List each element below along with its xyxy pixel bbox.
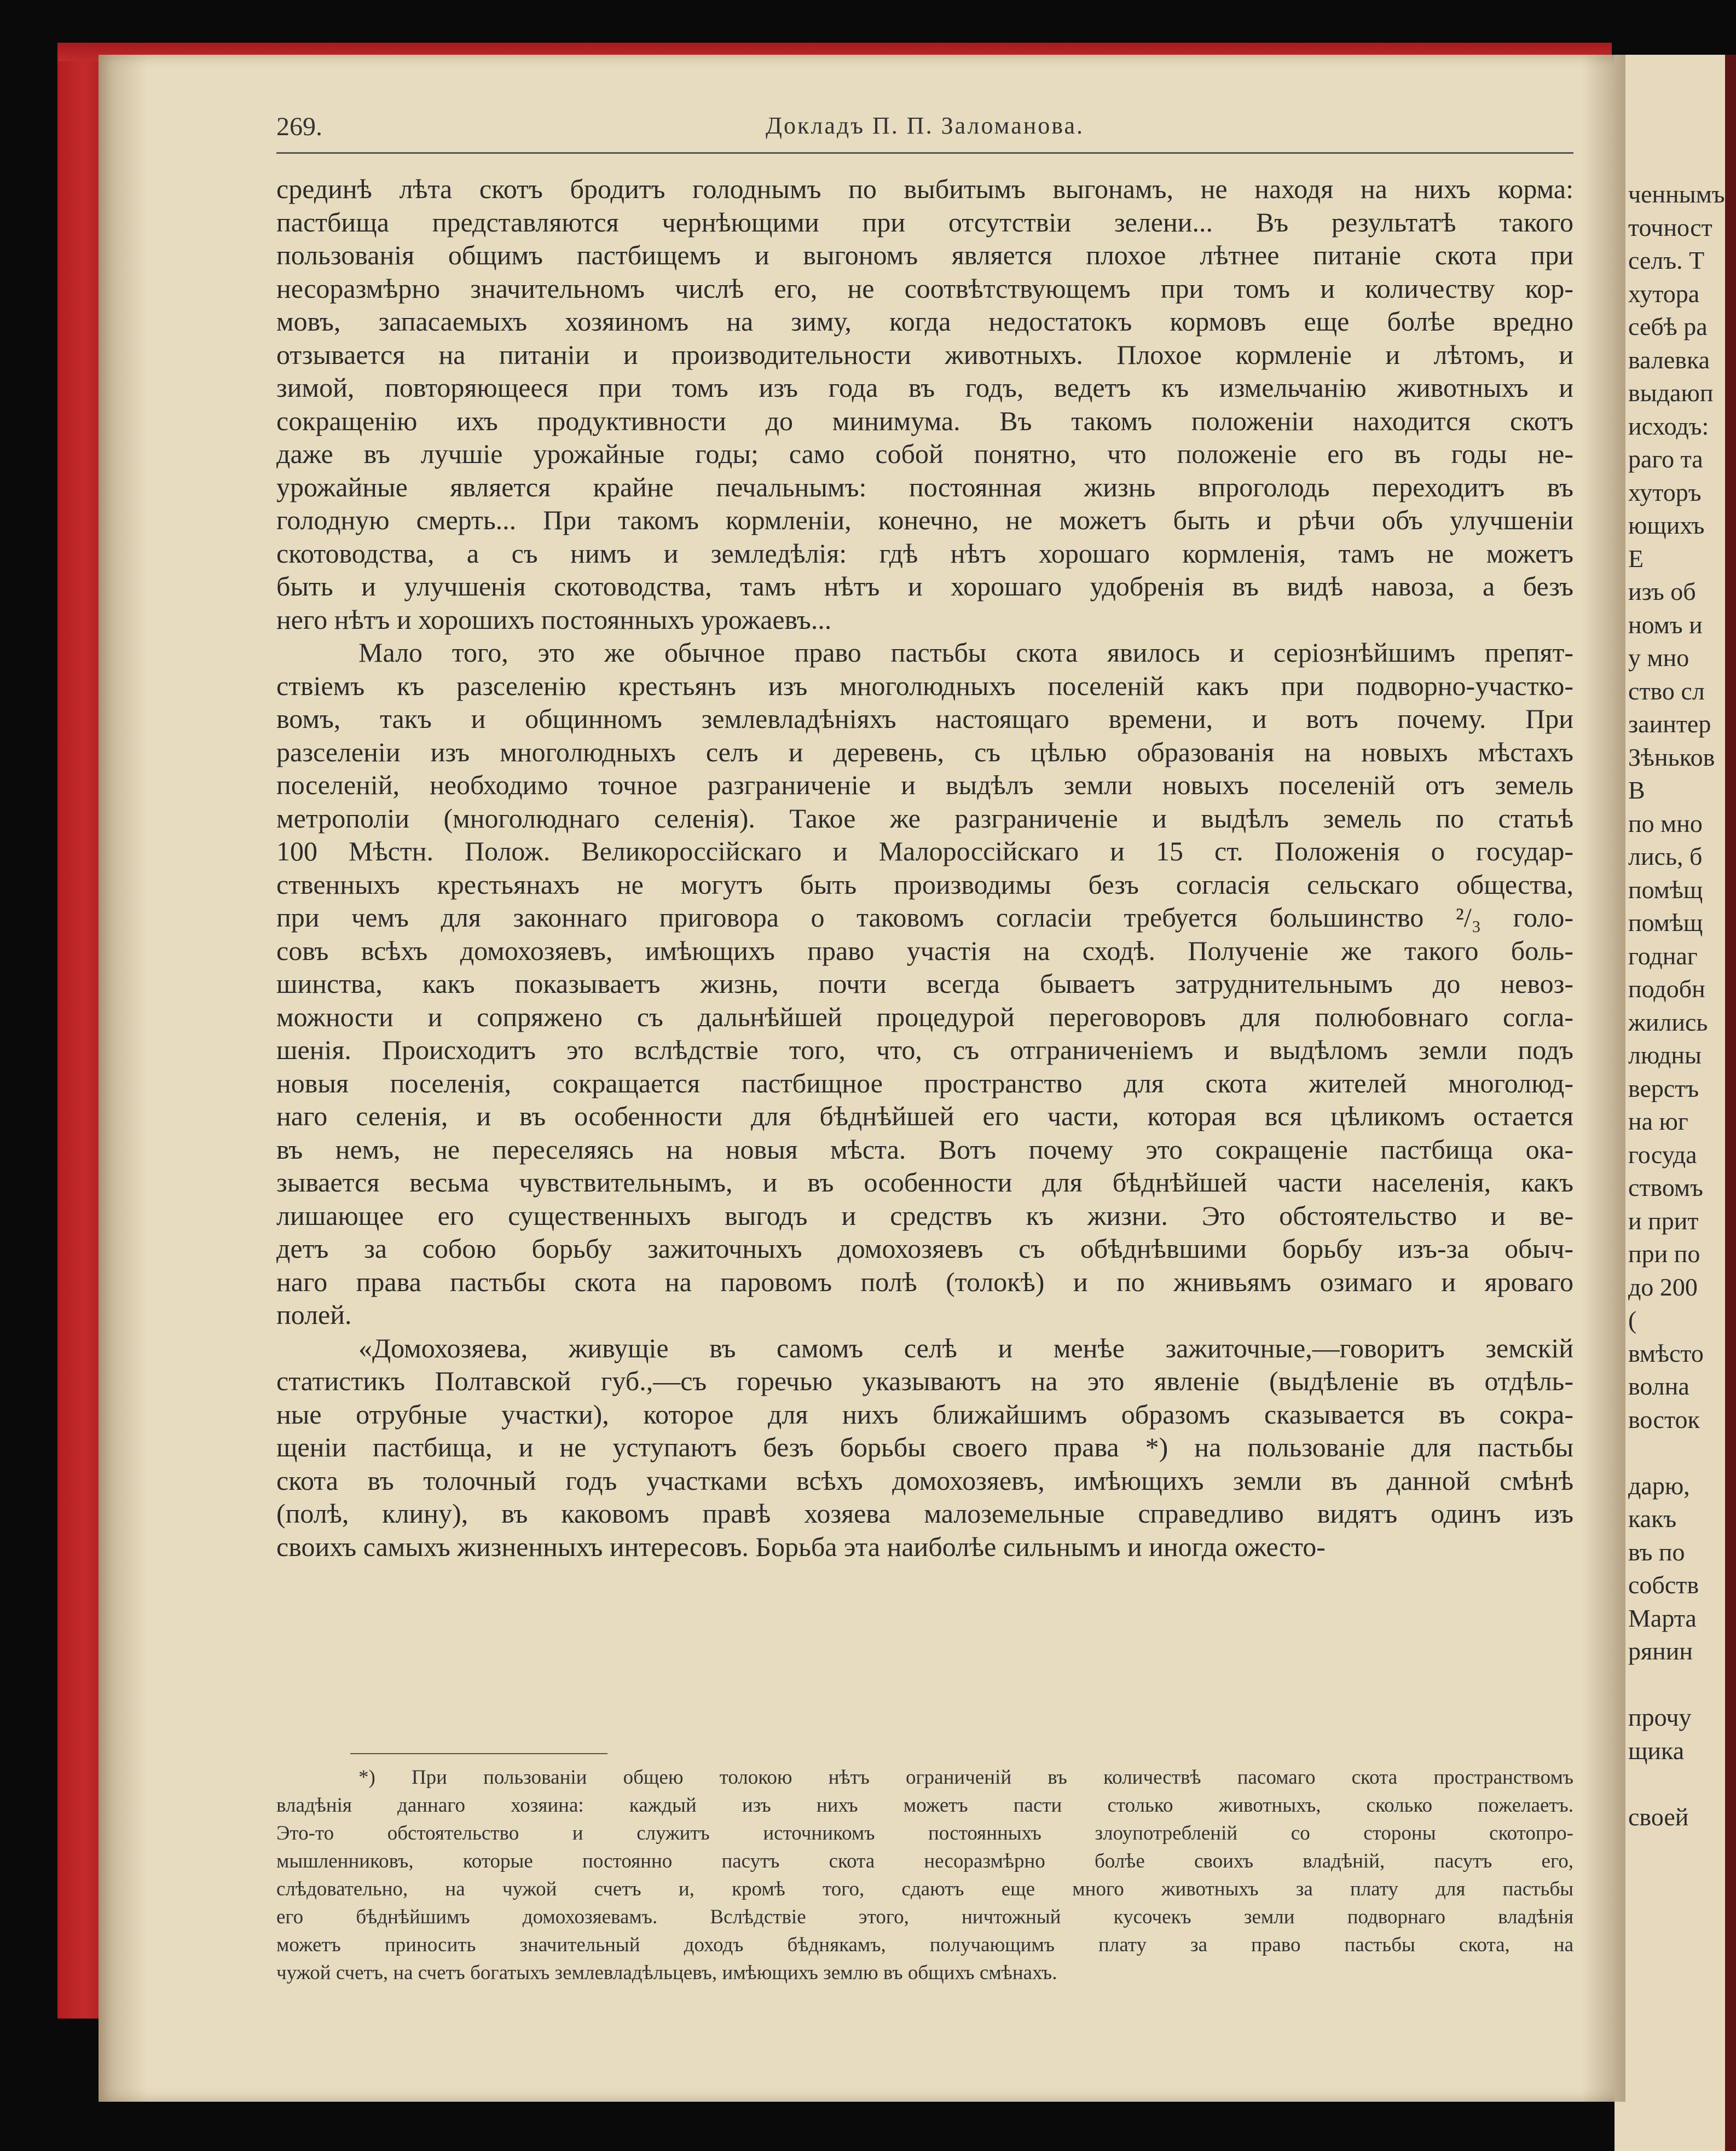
next-page-line: помѣщ	[1628, 909, 1703, 936]
body-line: мовъ, запасаемыхъ хозяиномъ на зиму, когда недостатокъ кормовъ еще болѣе вредно	[276, 306, 1573, 337]
next-page-line: валевка	[1628, 345, 1710, 374]
next-page-line: волна	[1628, 1372, 1689, 1400]
body-line: зимой, повторяющееся при томъ изъ года въ годъ, ведетъ къ измельчанію животныхъ и	[276, 372, 1573, 403]
next-page-line: селъ. Т	[1628, 246, 1705, 274]
body-line: наго селенія, и въ особенности для бѣднѣйшей его части, которая вся цѣликомъ остается	[276, 1101, 1573, 1131]
body-line: вомъ, такъ и общинномъ землевладѣніяхъ настоящаго времени, и вотъ почему. При	[276, 703, 1573, 734]
footnote-rule	[350, 1753, 607, 1754]
next-page-line: ющихъ	[1628, 511, 1705, 539]
next-page-line: лись, б	[1628, 842, 1703, 870]
next-page-line: и прит	[1628, 1206, 1699, 1235]
body-line: шенія. Происходитъ это вслѣдствіе того, что, съ отграниченіемъ и выдѣломъ земли подъ	[276, 1034, 1573, 1065]
next-page-line: дарю,	[1628, 1471, 1690, 1500]
body-line: быть и улучшенія скотоводства, тамъ нѣтъ и хорошаго удобренія въ видѣ навоза, а безъ	[276, 571, 1573, 602]
body-line: метрополіи (многолюднаго селенія). Такое же разграниченіе и выдѣлъ земель по статьѣ	[276, 802, 1573, 834]
body-line: поселеній, необходимо точное разграниченіе и выдѣлъ земли новыхъ поселеній отъ земель	[276, 770, 1573, 800]
footnote	[276, 1763, 1573, 1987]
body-line: совъ всѣхъ домохозяевъ, имѣющихъ право участія на сходѣ. Полученіе же такого боль-	[276, 935, 1573, 966]
body-line: скота въ толочный годъ участками всѣхъ домохозяевъ, имѣющихъ земли въ данной смѣнѣ	[276, 1465, 1573, 1496]
running-title: Докладъ П. П. Заломанова.	[766, 112, 1084, 139]
next-page-line: Е	[1628, 544, 1644, 573]
next-page-line: какъ	[1628, 1505, 1677, 1533]
next-page-line: себѣ ра	[1628, 313, 1708, 340]
body-line: ные отрубные участки), которое для нихъ ближайшимъ образомъ сказывается въ сокра-	[276, 1398, 1573, 1430]
body-line: пользованія общимъ пастбищемъ и выгономъ является плохое лѣтнее питаніе скота при	[276, 240, 1573, 270]
next-page-line: своей	[1628, 1802, 1689, 1831]
body-line: лишающее его существенныхъ выгодъ и средствъ къ жизни. Это обстоятельство и ве-	[276, 1200, 1573, 1231]
body-line: даже въ лучшіе урожайные годы; само собой понятно, что положеніе его въ годы не-	[276, 438, 1573, 469]
body-line: въ немъ, не переселяясь на новыя мѣста. Вотъ почему это сокращеніе пастбища ока-	[276, 1134, 1573, 1165]
next-page-line: собств	[1628, 1571, 1699, 1599]
next-page-line: В	[1628, 776, 1645, 804]
next-page-line	[1628, 1668, 1732, 1702]
body-line: при чемъ для законнаго приговора о таковомъ согласіи требуется большинство ²/₃ голо-	[276, 902, 1573, 933]
next-page-line: заинтер	[1628, 710, 1711, 738]
body-line: «Домохозяева, живущіе въ самомъ селѣ и менѣе зажиточные,—говоритъ земскій	[358, 1332, 1573, 1363]
body-line: урожайные является крайне печальнымъ: постоянная жизнь впроголодь переходитъ въ	[276, 471, 1573, 502]
body-line: срединѣ лѣта скотъ бродитъ голоднымъ по выбитымъ выгонамъ, не находя на нихъ корма:	[276, 174, 1573, 204]
footnote-line: чужой счетъ, на счетъ богатыхъ землевладѣльцевъ, имѣющихъ землю въ общихъ смѣнахъ.	[276, 1962, 1057, 1984]
next-page-line: прочу	[1628, 1703, 1692, 1731]
next-page-line: при по	[1628, 1240, 1700, 1268]
body-line: скотоводства, а съ нимъ и земледѣлія: гдѣ нѣтъ хорошаго кормленія, тамъ не можетъ	[276, 537, 1573, 569]
footnote-line: владѣнія даннаго хозяина: каждый изъ нихъ можетъ пасти столько животныхъ, сколько пожелаетъ.	[276, 1794, 1573, 1817]
body-text	[276, 172, 1573, 1563]
next-page-line: изъ об	[1628, 577, 1696, 605]
body-line: можности и сопряжено съ дальнѣйшей процедурой переговоровъ для полюбовнаго согла-	[276, 1001, 1573, 1032]
next-page-line: щика	[1628, 1736, 1685, 1765]
book-gutter	[1582, 55, 1625, 2102]
next-page-line: по мно	[1628, 809, 1703, 837]
body-line: ственныхъ крестьянахъ не могутъ быть производимы безъ согласія сельскаго общества,	[276, 869, 1573, 900]
body-line: ствіемъ къ разселенію крестьянъ изъ многолюдныхъ поселеній какъ при подворно-участко-	[276, 670, 1573, 701]
next-page-line: подобн	[1628, 975, 1705, 1003]
next-page-text	[1628, 178, 1732, 1834]
next-page-line: восток	[1628, 1405, 1700, 1433]
next-page-line: до 200	[1628, 1273, 1698, 1301]
body-line: 100 Мѣстн. Полож. Великороссійскаго и Малороссійскаго и 15 ст. Положенія о государ-	[276, 836, 1573, 866]
next-page-line: госуда	[1628, 1140, 1697, 1169]
next-page-line: рянин	[1628, 1637, 1693, 1665]
footnote-line: слѣдовательно, на чужой счетъ и, кромѣ того, сдаютъ еще много животныхъ за плату для пастьбы	[276, 1878, 1573, 1900]
body-line: Мало того, это же обычное право пастьбы скота явилось и серіознѣйшимъ препят-	[358, 637, 1573, 668]
footnote-line: его бѣднѣйшимъ домохозяевамъ. Вслѣдствіе этого, ничтожный кусочекъ земли подворнаго владѣнія	[276, 1906, 1573, 1928]
body-line: несоразмѣрно значительномъ числѣ его, не соотвѣтствующемъ при томъ и количеству кор-	[276, 273, 1573, 304]
next-page-line: жились	[1628, 1008, 1708, 1036]
footnote-line: *) При пользованіи общею толокою нѣтъ ограниченій въ количествѣ пасомаго скота пространствомъ	[358, 1766, 1573, 1789]
page-header	[276, 107, 1573, 157]
next-page-line: у мно	[1628, 644, 1689, 672]
next-page-line: Марта	[1628, 1604, 1697, 1632]
body-line: зывается весьма чувствительнымъ, и въ особенности для бѣднѣйшей части населенія, какъ	[276, 1167, 1573, 1198]
next-page-line: въ по	[1628, 1537, 1685, 1566]
footnote-line: Это-то обстоятельство и служитъ источникомъ постоянныхъ злоупотребленій со стороны скотопро-	[276, 1822, 1573, 1844]
next-page-line: ство сл	[1628, 676, 1705, 705]
body-line: разселеніи изъ многолюдныхъ селъ и деревень, съ цѣлью образованія на новыхъ мѣстахъ	[276, 736, 1573, 767]
body-line: отзывается на питаніи и производительности животныхъ. Плохое кормленіе и лѣтомъ, и	[276, 339, 1573, 370]
body-line: полей.	[276, 1299, 352, 1330]
header-rule	[276, 152, 1573, 154]
footnote-line: мышленниковъ, которые постоянно пасутъ скота несоразмѣрно болѣе своихъ владѣній, пасутъ его,	[276, 1850, 1573, 1872]
next-page-line: вмѣсто	[1628, 1339, 1704, 1367]
next-page-line: хутора	[1628, 279, 1700, 308]
next-page-line: верстъ	[1628, 1074, 1699, 1102]
next-page-line: годнаг	[1628, 941, 1698, 970]
body-line: новыя поселенія, сокращается пастбищное пространство для скота жителей многолюд-	[276, 1067, 1573, 1098]
body-line: сокращенію ихъ продуктивности до минимума. Въ такомъ положеніи находится скотъ	[276, 405, 1573, 436]
next-page-line: точност	[1628, 213, 1712, 241]
next-page-line: помѣщ	[1628, 875, 1703, 904]
next-page-line: ченнымъ	[1628, 180, 1725, 208]
page-edge-shadow	[99, 55, 148, 2102]
body-line: детъ за собою борьбу зажиточныхъ домохозяевъ съ обѣднѣвшими борьбу изъ-за обыч-	[276, 1233, 1573, 1264]
body-line: голодную смерть... При такомъ кормленіи, конечно, не можетъ быть и рѣчи объ улучшеніи	[276, 505, 1573, 535]
next-page-line: номъ и	[1628, 610, 1703, 639]
footnote-line: можетъ приносить значительный доходъ бѣднякамъ, получающимъ плату за право пастьбы скота, на	[276, 1934, 1573, 1956]
next-page-line: выдаюп	[1628, 379, 1714, 407]
body-line: статистикъ Полтавской губ.,—съ горечью указываютъ на это явленіе (выдѣленіе въ отдѣль-	[276, 1366, 1573, 1396]
body-line: него нѣтъ и хорошихъ постоянныхъ урожаевъ...	[276, 604, 832, 635]
next-page-line	[1628, 1436, 1732, 1470]
body-line: шинства, какъ показываетъ жизнь, почти всегда бываетъ затруднительнымъ до невоз-	[276, 968, 1573, 999]
next-page-line: на юг	[1628, 1107, 1688, 1135]
next-page-line: Зѣньков	[1628, 743, 1715, 771]
body-line: своихъ самыхъ жизненныхъ интересовъ. Борьба эта наиболѣе сильнымъ и иногда ожесто-	[276, 1531, 1326, 1562]
next-page-line: хуторъ	[1628, 478, 1702, 506]
next-page-line: исходъ:	[1628, 412, 1709, 440]
next-page-line: людны	[1628, 1041, 1702, 1069]
body-line: щеніи пастбища, и не уступаютъ безъ борьбы своего права *) на пользованіе для пастьбы	[276, 1432, 1573, 1462]
next-page-line: (	[1628, 1306, 1637, 1334]
body-line: пастбища представляются чернѣющими при отсутствіи зелени... Въ результатѣ такого	[276, 206, 1573, 238]
next-page-line: ствомъ	[1628, 1173, 1703, 1201]
body-line: наго права пастьбы скота на паровомъ полѣ (толокѣ) и по жнивьямъ озимаго и яроваго	[276, 1266, 1573, 1297]
page-number: 269.	[276, 112, 322, 141]
next-page-line	[1628, 1767, 1732, 1801]
body-line: (полѣ, клину), въ каковомъ правѣ хозяева малоземельные справедливо видятъ одинъ изъ	[276, 1498, 1573, 1529]
next-page-line: раго та	[1628, 445, 1703, 473]
